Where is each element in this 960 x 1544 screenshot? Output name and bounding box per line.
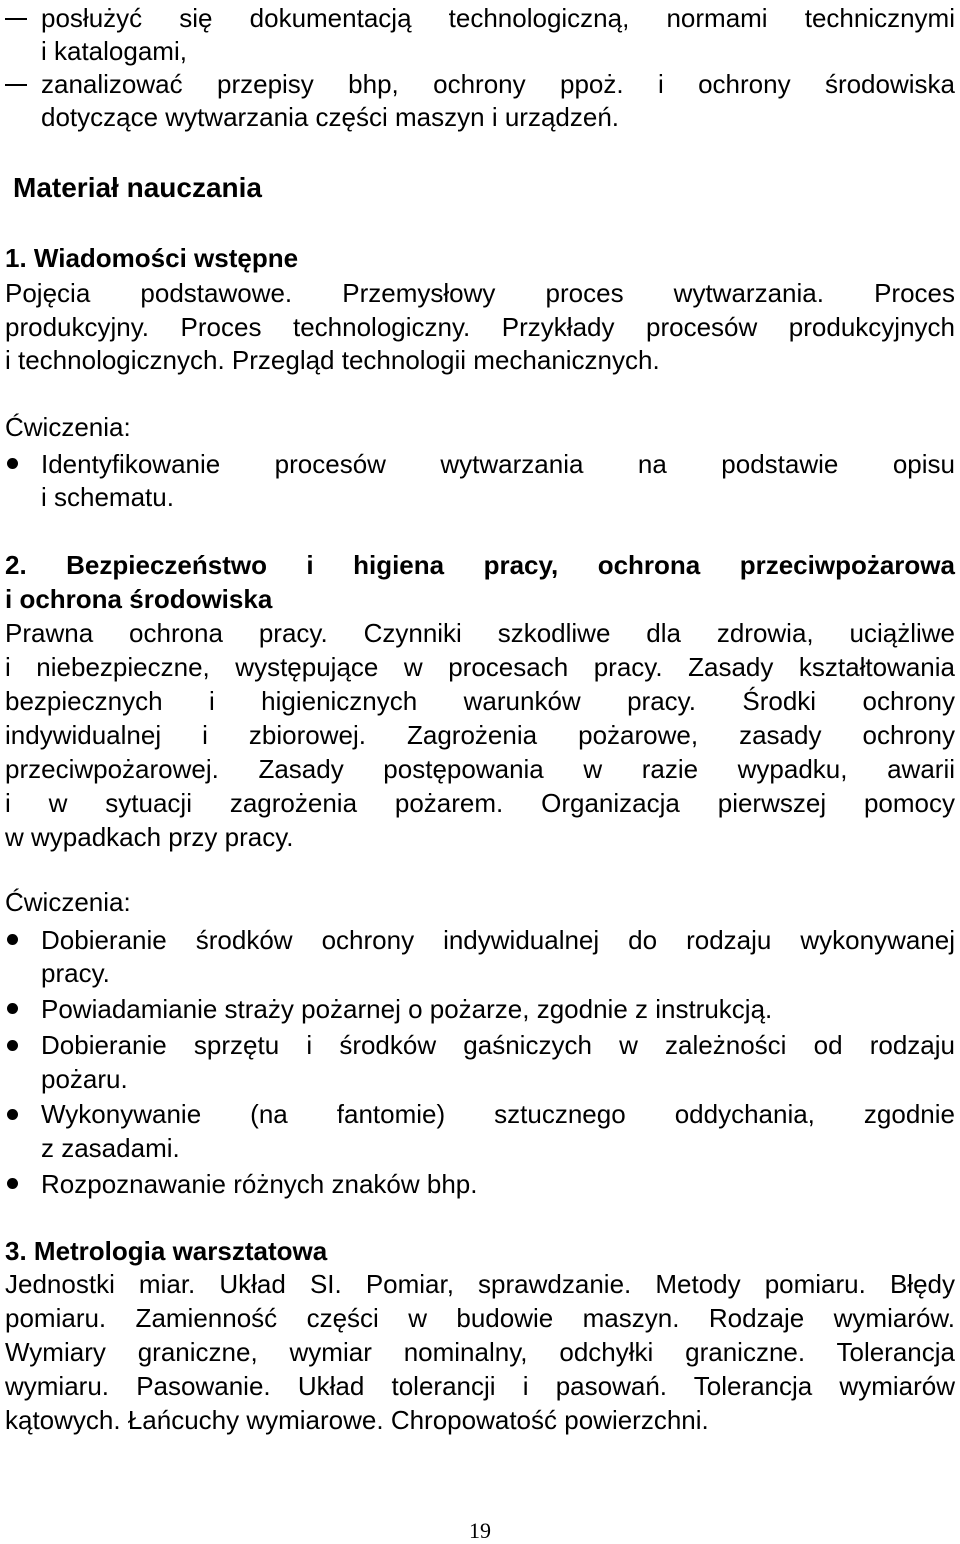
paragraph-line: i niebezpieczne, występujące w procesach pracy. Zasady kształtowania: [5, 652, 955, 682]
exercise-item: z zasadami.: [41, 1133, 180, 1163]
paragraph-line: pomiaru. Zamienność części w budowie maszyn. Rodzaje wymiarów.: [5, 1303, 955, 1333]
bullet-marker: [7, 1003, 18, 1014]
exercise-item: Rozpoznawanie różnych znaków bhp.: [41, 1169, 478, 1199]
paragraph-line: Prawna ochrona pracy. Czynniki szkodliwe dla zdrowia, uciążliwe: [5, 618, 955, 648]
bullet-marker: [7, 458, 18, 469]
bullet-marker: [7, 1109, 18, 1120]
paragraph-line: w wypadkach przy pracy.: [5, 822, 294, 852]
exercises-label: Ćwiczenia:: [5, 887, 131, 917]
bullet-marker: [7, 1178, 18, 1189]
page-number: 19: [469, 1518, 491, 1543]
dash-marker: [5, 18, 27, 20]
section-title: 1. Wiadomości wstępne: [5, 243, 299, 273]
exercise-item: i schematu.: [41, 482, 174, 512]
paragraph-line: bezpiecznych i higienicznych warunków pracy. Środki ochrony: [5, 686, 955, 716]
exercise-item: pracy.: [41, 958, 110, 988]
paragraph-line: produkcyjny. Proces technologiczny. Przykłady procesów produkcyjnych: [5, 312, 955, 342]
exercise-item: Wykonywanie (na fantomie) sztucznego oddychania, zgodnie: [41, 1099, 955, 1129]
objective-line: posłużyć się dokumentacją technologiczną, normami technicznymi: [41, 3, 955, 33]
exercise-item: Identyfikowanie procesów wytwarzania na podstawie opisu: [41, 449, 955, 479]
exercise-item: pożaru.: [41, 1064, 128, 1094]
paragraph-line: i technologicznych. Przegląd technologii mechanicznych.: [5, 345, 660, 375]
section-title: 2. Bezpieczeństwo i higiena pracy, ochrona przeciwpożarowa: [5, 550, 955, 580]
bullet-marker: [7, 1040, 18, 1051]
exercise-item: Dobieranie środków ochrony indywidualnej do rodzaju wykonywanej: [41, 925, 955, 955]
paragraph-line: indywidualnej i zbiorowej. Zagrożenia pożarowe, zasady ochrony: [5, 720, 955, 750]
paragraph-line: wymiaru. Pasowanie. Układ tolerancji i pasowań. Tolerancja wymiarów: [5, 1371, 955, 1401]
paragraph-line: Jednostki miar. Układ SI. Pomiar, sprawdzanie. Metody pomiaru. Błędy: [5, 1269, 955, 1299]
exercises-label: Ćwiczenia:: [5, 412, 131, 442]
paragraph-line: przeciwpożarowej. Zasady postępowania w razie wypadku, awarii: [5, 754, 955, 784]
bullet-marker: [7, 934, 18, 945]
objective-line: i katalogami,: [41, 36, 187, 66]
paragraph-line: kątowych. Łańcuchy wymiarowe. Chropowatość powierzchni.: [5, 1405, 709, 1435]
objective-line: zanalizować przepisy bhp, ochrony ppoż. i ochrony środowiska: [41, 69, 955, 99]
paragraph-line: Pojęcia podstawowe. Przemysłowy proces wytwarzania. Proces: [5, 278, 955, 308]
paragraph-line: i w sytuacji zagrożenia pożarem. Organizacja pierwszej pomocy: [5, 788, 955, 818]
section-title: i ochrona środowiska: [5, 584, 273, 614]
paragraph-line: Wymiary graniczne, wymiar nominalny, odchyłki graniczne. Tolerancja: [5, 1337, 955, 1367]
section-title: 3. Metrologia warsztatowa: [5, 1236, 328, 1266]
section-heading: Materiał nauczania: [13, 172, 262, 203]
objective-line: dotyczące wytwarzania części maszyn i urządzeń.: [41, 102, 620, 132]
exercise-item: Dobieranie sprzętu i środków gaśniczych w zależności od rodzaju: [41, 1030, 955, 1060]
exercise-item: Powiadamianie straży pożarnej o pożarze, zgodnie z instrukcją.: [41, 994, 773, 1024]
dash-marker: [5, 84, 27, 86]
